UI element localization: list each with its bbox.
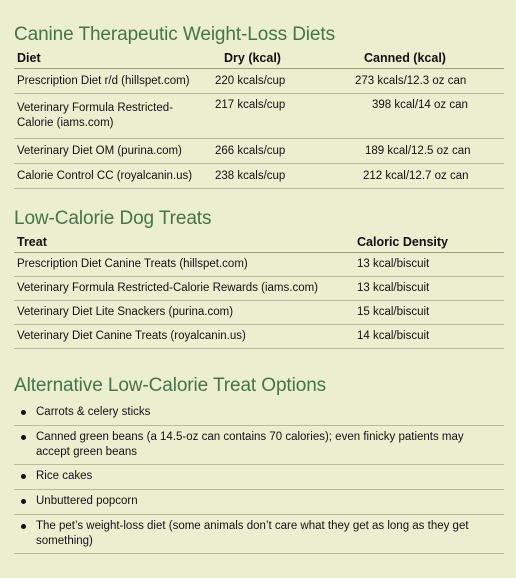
canned-kcal: 273 kcals/12.3 oz can bbox=[330, 69, 504, 94]
treat-column-header: Treat bbox=[14, 232, 354, 253]
treat-density: 15 kcal/biscuit bbox=[354, 301, 504, 325]
table-row bbox=[14, 69, 504, 94]
dry-kcal: 238 kcals/cup bbox=[212, 164, 330, 189]
bullet-icon bbox=[21, 499, 26, 504]
list-item bbox=[14, 426, 504, 465]
diet-column-header: Diet bbox=[14, 48, 212, 69]
dry-kcal: 266 kcals/cup bbox=[212, 139, 330, 164]
list-item-text: Canned green beans (a 14.5-oz can contains 70 calories); even finicky patients may accept green beans bbox=[36, 431, 464, 458]
diet-name: Prescription Diet r/d (hillspet.com) bbox=[14, 69, 212, 94]
list-item bbox=[14, 401, 504, 426]
bullet-icon bbox=[21, 435, 26, 440]
table-row bbox=[14, 325, 504, 349]
treats-title: Low-Calorie Dog Treats bbox=[14, 208, 212, 229]
canned-kcal: 212 kcal/12.7 oz can bbox=[330, 164, 504, 189]
list-item bbox=[14, 465, 504, 490]
list-item-text: Rice cakes bbox=[36, 470, 93, 482]
alternatives-title: Alternative Low-Calorie Treat Options bbox=[14, 375, 327, 396]
list-item-text: Carrots & celery sticks bbox=[36, 406, 151, 418]
diets-table bbox=[14, 48, 504, 189]
density-column-header: Caloric Density bbox=[354, 232, 504, 253]
treat-density: 13 kcal/biscuit bbox=[354, 253, 504, 277]
dry-kcal: 217 kcals/cup bbox=[212, 94, 330, 139]
treats-table bbox=[14, 232, 504, 349]
alternatives-section bbox=[14, 374, 504, 554]
treat-density: 14 kcal/biscuit bbox=[354, 325, 504, 349]
table-row bbox=[14, 301, 504, 325]
canned-column-header: Canned (kcal) bbox=[330, 48, 504, 69]
treat-name: Veterinary Formula Restricted-Calorie Rewards (iams.com) bbox=[14, 277, 354, 301]
diet-name: Calorie Control CC (royalcanin.us) bbox=[14, 164, 212, 189]
bullet-icon bbox=[21, 410, 26, 415]
diets-section bbox=[14, 23, 504, 189]
treats-section bbox=[14, 207, 504, 349]
diet-name: Veterinary Formula Restricted-Calorie (iams.com) bbox=[14, 94, 212, 139]
bullet-icon bbox=[21, 474, 26, 479]
table-row bbox=[14, 139, 504, 164]
canned-kcal: 398 kcal/14 oz can bbox=[330, 94, 504, 139]
list-item-text: The pet’s weight-loss diet (some animals don’t care what they get as long as they get something) bbox=[36, 520, 469, 547]
alternatives-list bbox=[14, 401, 504, 554]
table-row bbox=[14, 164, 504, 189]
dry-column-header: Dry (kcal) bbox=[212, 48, 330, 69]
table-row bbox=[14, 277, 504, 301]
diet-name: Veterinary Diet OM (purina.com) bbox=[14, 139, 212, 164]
canned-kcal: 189 kcal/12.5 oz can bbox=[330, 139, 504, 164]
treat-name: Veterinary Diet Canine Treats (royalcanin.us) bbox=[14, 325, 354, 349]
list-item bbox=[14, 515, 504, 554]
list-item-text: Unbuttered popcorn bbox=[36, 495, 138, 507]
dry-kcal: 220 kcals/cup bbox=[212, 69, 330, 94]
list-item bbox=[14, 490, 504, 515]
treat-name: Veterinary Diet Lite Snackers (purina.com) bbox=[14, 301, 354, 325]
table-row bbox=[14, 94, 504, 139]
treat-density: 13 kcal/biscuit bbox=[354, 277, 504, 301]
treat-name: Prescription Diet Canine Treats (hillspet.com) bbox=[14, 253, 354, 277]
diets-title: Canine Therapeutic Weight-Loss Diets bbox=[14, 24, 335, 45]
bullet-icon bbox=[21, 524, 26, 529]
table-row bbox=[14, 253, 504, 277]
